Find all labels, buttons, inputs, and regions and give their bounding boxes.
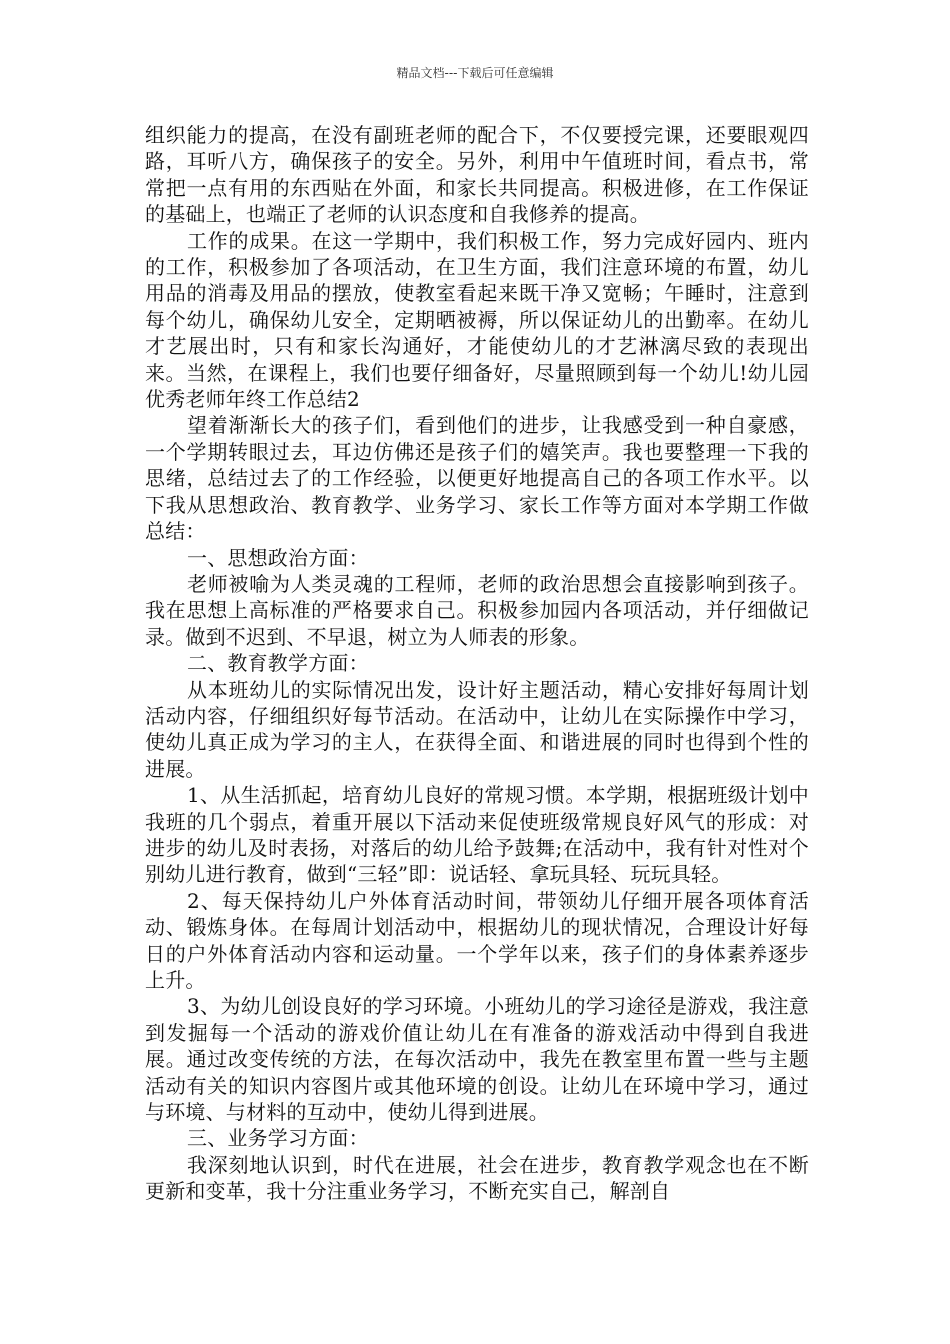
paragraph: 3、为幼儿创设良好的学习环境。小班幼儿的学习途径是游戏，我注意到发掘每一个活动的游戏价值让幼儿在有准备的游戏活动中得到自我进展。通过改变传统的方法，在每次活动中，我先在教室里布置一些与主题活动有关的知识内容图片或其他环境的创设。让幼儿在环境中学习，通过与环境、与材料的互动中，使幼儿得到进展。 <box>145 994 809 1125</box>
paragraph: 2、每天保持幼儿户外体育活动时间，带领幼儿仔细开展各项体育活动、锻炼身体。在每周计划活动中，根据幼儿的现状情况，合理设计好每日的户外体育活动内容和运动量。一个学年以来，孩子们的身体素养逐步上升。 <box>145 888 809 992</box>
paragraph: 工作的成果。在这一学期中，我们积极工作，努力完成好园内、班内的工作，积极参加了各项活动，在卫生方面，我们注意环境的布置，幼儿用品的消毒及用品的摆放，使教室看起来既干净又宽畅；午睡时，注意到每个幼儿，确保幼儿安全，定期晒被褥，所以保证幼儿的出勤率。在幼儿才艺展出时，只有和家长沟通好，才能使幼儿的才艺淋漓尽致的表现出来。当然，在课程上，我们也要仔细备好，尽量照顾到每一个幼儿!幼儿园优秀老师年终工作总结2 <box>145 228 809 412</box>
page-header: 精品文档---下载后可任意编辑 <box>396 66 554 80</box>
section-heading: 一、思想政治方面： <box>187 545 369 570</box>
document-body <box>145 122 809 1205</box>
section-heading: 二、教育教学方面： <box>187 651 369 676</box>
section-heading: 三、业务学习方面： <box>187 1126 369 1151</box>
paragraph: 组织能力的提高，在没有副班老师的配合下，不仅要授完课，还要眼观四路，耳听八方，确保孩子的安全。另外，利用中午值班时间，看点书，常常把一点有用的东西贴在外面，和家长共同提高。积极进修，在工作保证的基础上，也端正了老师的认识态度和自我修养的提高。 <box>145 123 809 227</box>
paragraph: 1、从生活抓起，培育幼儿良好的常规习惯。本学期，根据班级计划中我班的几个弱点，着重开展以下活动来促使班级常规良好风气的形成：对进步的幼儿及时表扬，对落后的幼儿给予鼓舞;在活动中，我有针对性对个别幼儿进行教育，做到“三轻”即：说话轻、拿玩具轻、玩玩具轻。 <box>145 783 809 887</box>
paragraph: 从本班幼儿的实际情况出发，设计好主题活动，精心安排好每周计划活动内容，仔细组织好每节活动。在活动中，让幼儿在实际操作中学习，使幼儿真正成为学习的主人，在获得全面、和谐进展的同时也得到个性的进展。 <box>145 677 809 781</box>
paragraph: 望着渐渐长大的孩子们，看到他们的进步，让我感受到一种自豪感，一个学期转眼过去，耳边仿佛还是孩子们的嬉笑声。我也要整理一下我的思绪，总结过去了的工作经验，以便更好地提高自己的各项工作水平。以下我从思想政治、教育教学、业务学习、家长工作等方面对本学期工作做总结： <box>145 413 809 544</box>
paragraph: 老师被喻为人类灵魂的工程师，老师的政治思想会直接影响到孩子。我在思想上高标准的严格要求自己。积极参加园内各项活动，并仔细做记录。做到不迟到、不早退，树立为人师表的形象。 <box>145 571 809 649</box>
paragraph: 我深刻地认识到，时代在进展，社会在进步，教育教学观念也在不断更新和变革，我十分注重业务学习，不断充实自己，解剖自 <box>145 1152 809 1204</box>
